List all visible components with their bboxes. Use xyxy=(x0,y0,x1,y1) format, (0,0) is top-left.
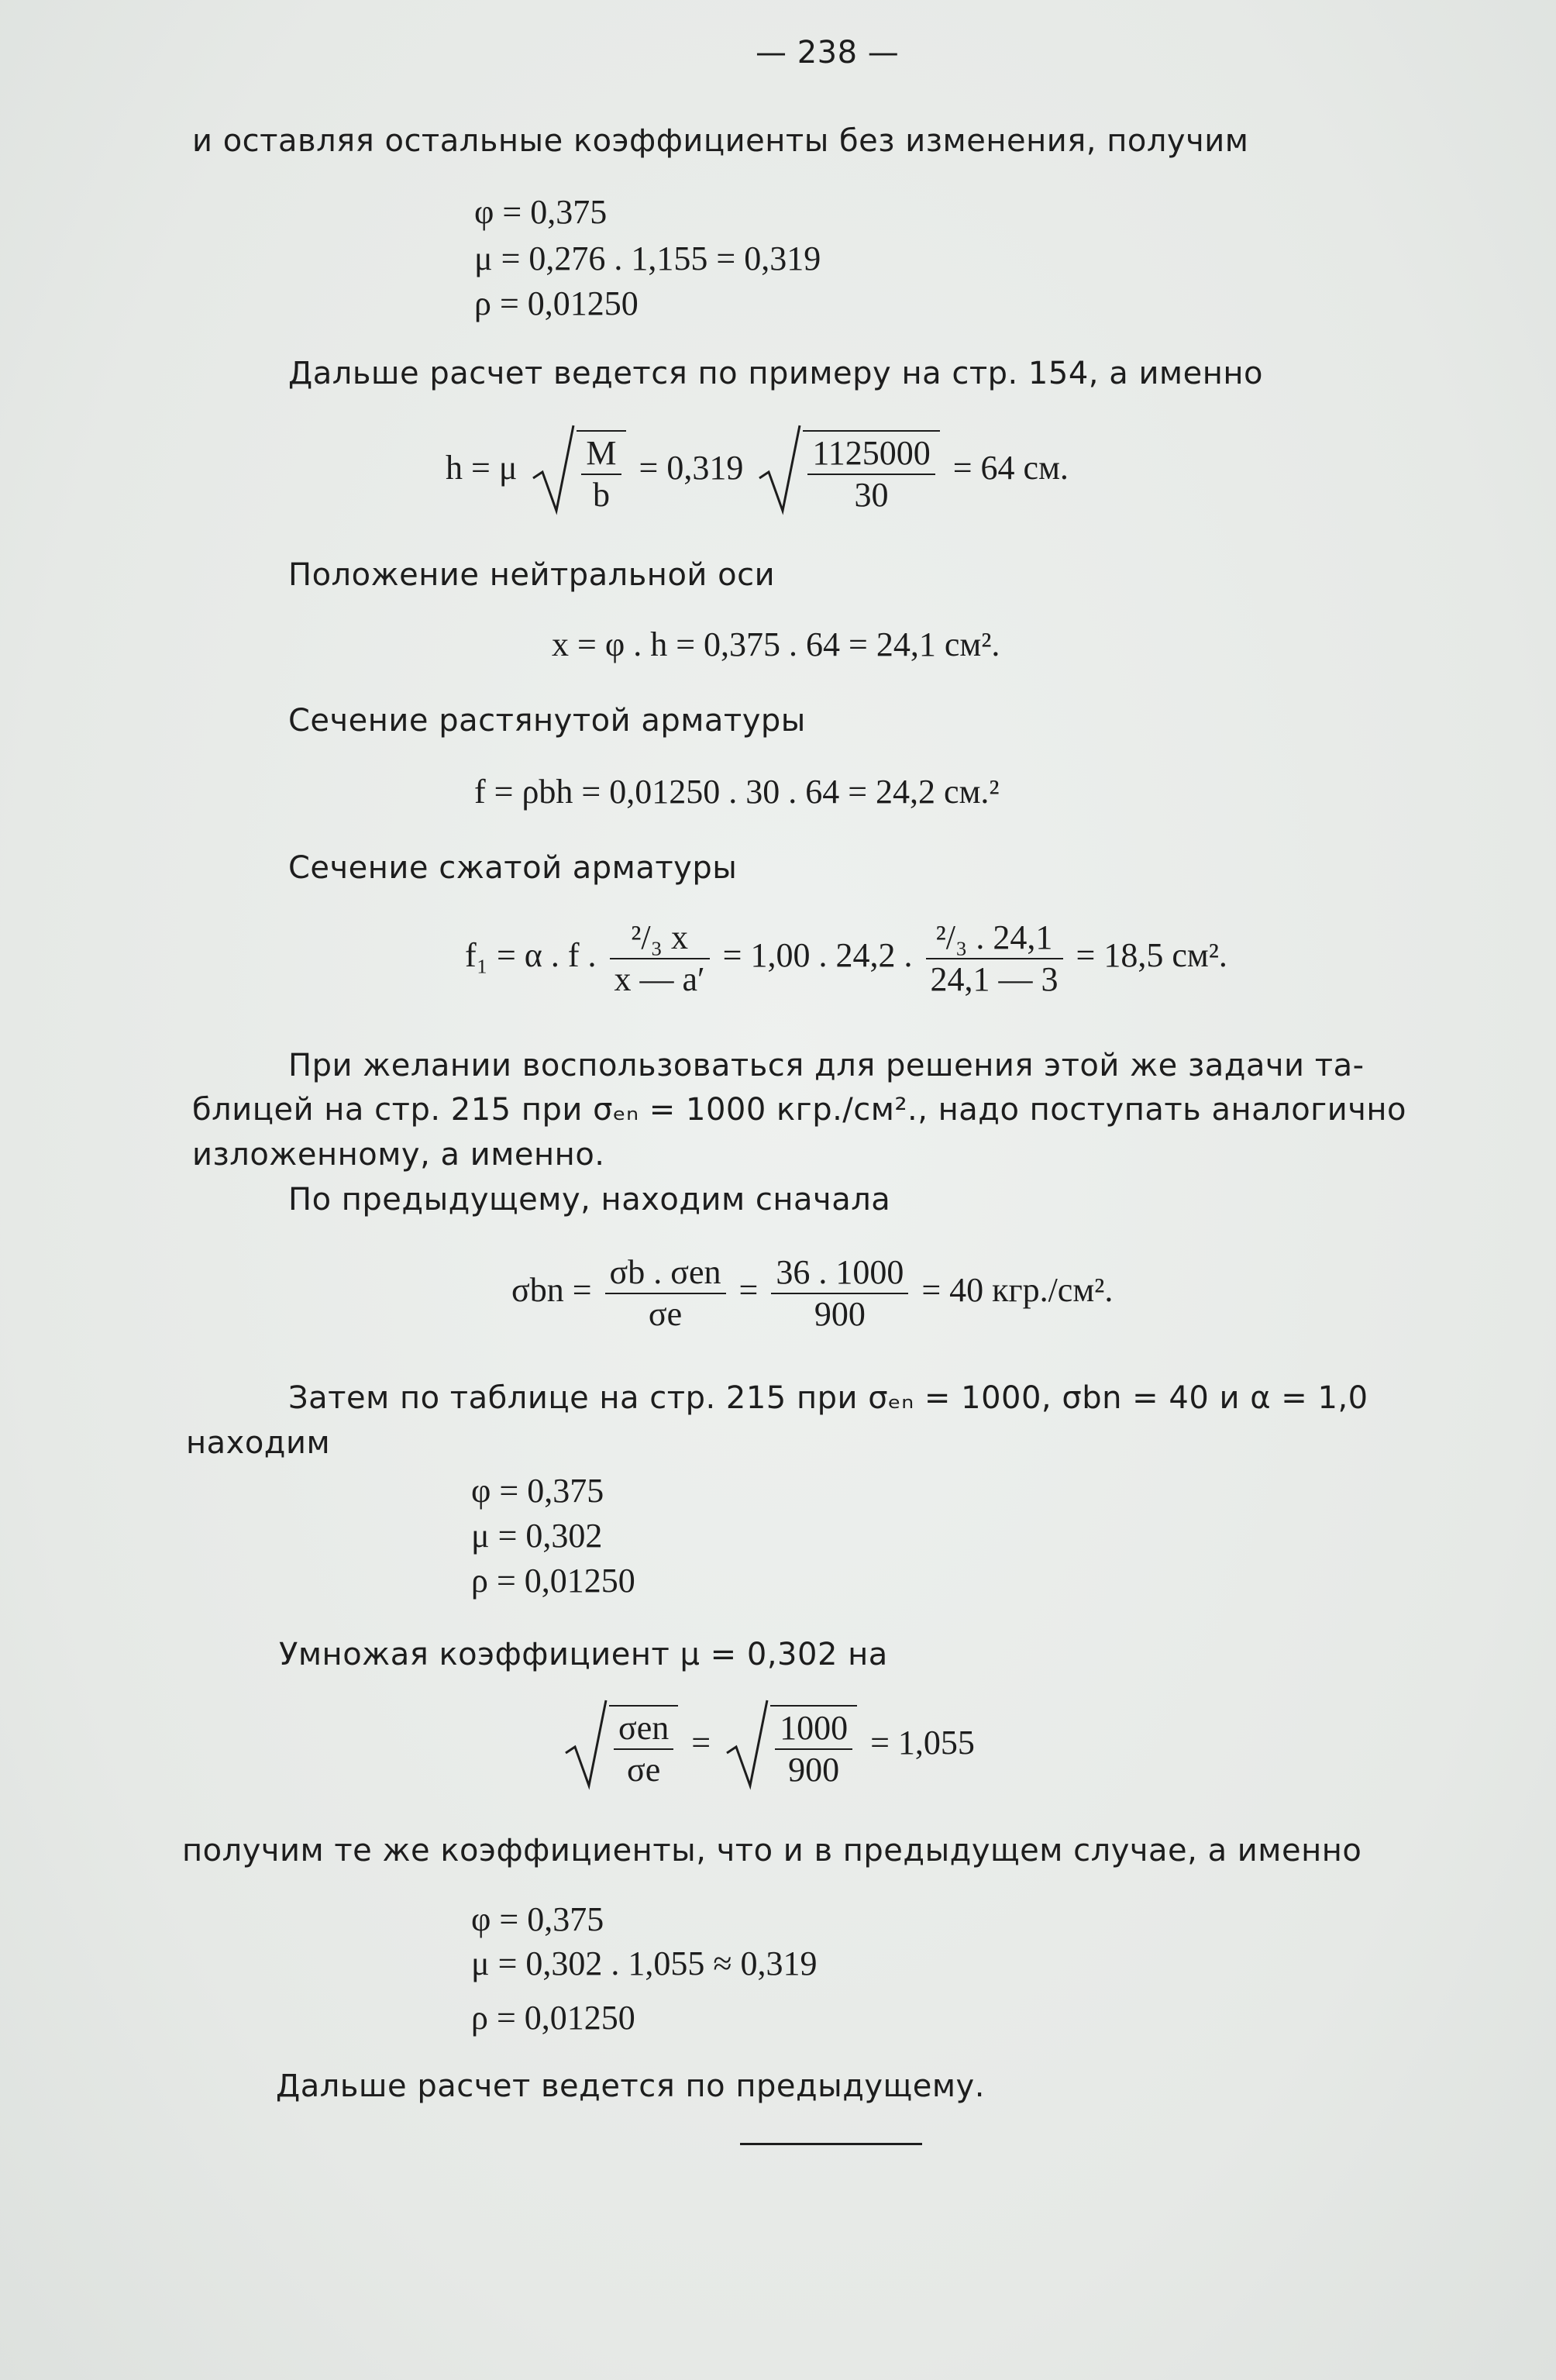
eq-f1-frac2-num: ²/₃ . 24,1 xyxy=(926,921,1063,959)
para-same: получим те же коэффициенты, что и в предыдущем случае, а именно xyxy=(182,1833,1362,1869)
para-table-line2: блицей на стр. 215 при σₑₙ = 1000 кгр./см²., надо поступать аналогично xyxy=(192,1092,1406,1128)
eq-sigma-frac2-num: 36 . 1000 xyxy=(771,1255,908,1294)
eq-h-frac2-den: 30 xyxy=(854,476,889,514)
radical-sign xyxy=(530,424,577,517)
para-multiply: Умножая коэффициент μ = 0,302 на xyxy=(279,1637,888,1672)
eq-h-rhs: = 64 см. xyxy=(952,449,1069,487)
para-then-line2: находим xyxy=(186,1425,331,1461)
equation-h xyxy=(446,430,1069,531)
eq-sqrt-frac1-den: σe xyxy=(627,1751,661,1789)
block2-mu: μ = 0,302 xyxy=(471,1517,603,1555)
sqrt-3 xyxy=(563,1705,678,1787)
equation-sqrt-ratio xyxy=(558,1705,975,1806)
eq-h-frac1-num: M xyxy=(581,436,621,475)
radical-sign xyxy=(756,424,803,517)
eq-h-lhs: h = μ xyxy=(446,449,518,487)
sqrt-1 xyxy=(530,430,625,512)
block2-rho: ρ = 0,01250 xyxy=(471,1562,635,1600)
sqrt-2 xyxy=(756,430,939,512)
eq-h-frac2-num: 1125000 xyxy=(807,436,935,475)
heading-tension-reinforcement: Сечение растянутой арматуры xyxy=(288,703,806,739)
equation-x: x = φ . h = 0,375 . 64 = 24,1 см². xyxy=(552,625,1000,663)
closing-rule xyxy=(740,2143,922,2145)
block3-phi: φ = 0,375 xyxy=(471,1900,604,1938)
para-previous: По предыдущему, находим сначала xyxy=(288,1182,891,1218)
eq-sigma-frac1-num: σb . σen xyxy=(605,1255,726,1294)
eq-sqrt-frac2-num: 1000 xyxy=(775,1711,852,1750)
eq-f1-lhs: f₁ = α . f . xyxy=(465,936,597,975)
para-then-line1: Затем по таблице на стр. 215 при σₑₙ = 1000, σbn = 40 и α = 1,0 xyxy=(288,1380,1368,1416)
eq-sigma-lhs: σbn = xyxy=(511,1271,592,1310)
eq-sigma-frac1-den: σe xyxy=(648,1295,683,1333)
block2-phi: φ = 0,375 xyxy=(471,1472,604,1510)
eq-h-frac1-den: b xyxy=(592,476,610,514)
radical-sign xyxy=(724,1699,770,1792)
para-table-line1: При желании воспользоваться для решения этой же задачи та- xyxy=(288,1048,1365,1083)
block1-phi: φ = 0,375 xyxy=(474,193,608,231)
eq-f1-frac1-num: ²/₃ x xyxy=(610,921,710,959)
eq-sqrt-frac1-num: σen xyxy=(614,1711,673,1750)
block1-mu: μ = 0,276 . 1,155 = 0,319 xyxy=(474,239,821,277)
radical-sign xyxy=(563,1699,609,1792)
intro-line: и оставляя остальные коэффициенты без изменения, получим xyxy=(192,123,1249,159)
eq-f1-frac2-den: 24,1 — 3 xyxy=(930,960,1059,998)
eq-sigma-mid: = xyxy=(738,1271,759,1310)
eq-f1-rhs: = 18,5 см². xyxy=(1076,936,1227,975)
para-further: Дальше расчет ведется по примеру на стр. 154, а именно xyxy=(288,356,1263,391)
equation-f1 xyxy=(465,918,1227,1006)
heading-compression-reinforcement: Сечение сжатой арматуры xyxy=(288,850,738,886)
eq-sqrt-mid: = xyxy=(691,1724,711,1762)
sqrt-4 xyxy=(724,1705,857,1787)
eq-f1-mid: = 1,00 . 24,2 . xyxy=(722,936,913,975)
eq-sigma-rhs: = 40 кгр./см². xyxy=(921,1271,1114,1310)
block1-rho: ρ = 0,01250 xyxy=(474,284,639,322)
eq-h-mid: = 0,319 xyxy=(639,449,744,487)
block3-mu: μ = 0,302 . 1,055 ≈ 0,319 xyxy=(471,1944,818,1982)
para-table-line3: изложенному, а именно. xyxy=(192,1137,605,1173)
eq-sqrt-rhs: = 1,055 xyxy=(870,1724,975,1762)
para-final: Дальше расчет ведется по предыдущему. xyxy=(276,2068,985,2104)
block3-rho: ρ = 0,01250 xyxy=(471,1999,635,2037)
page-number: — 238 — xyxy=(756,35,900,71)
heading-neutral-axis: Положение нейтральной оси xyxy=(288,557,776,593)
eq-sigma-frac2-den: 900 xyxy=(814,1295,866,1333)
equation-f: f = ρbh = 0,01250 . 30 . 64 = 24,2 см.² xyxy=(474,773,1000,811)
eq-f1-frac1-den: x — a′ xyxy=(614,960,705,998)
equation-sigma xyxy=(511,1255,1113,1341)
eq-sqrt-frac2-den: 900 xyxy=(788,1751,840,1789)
